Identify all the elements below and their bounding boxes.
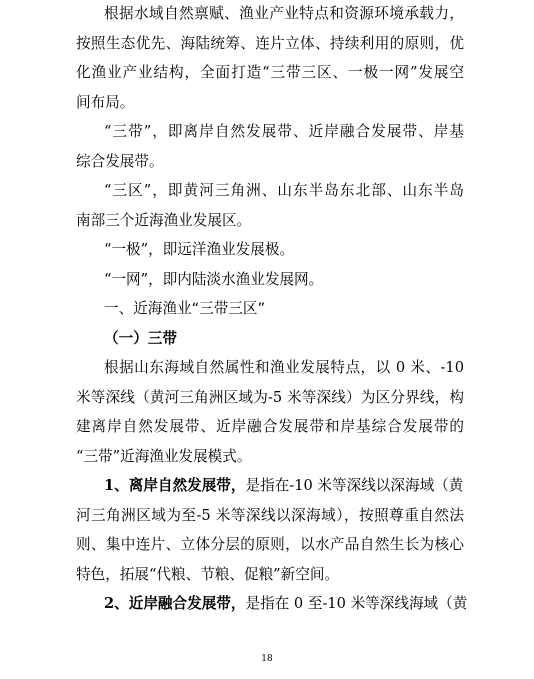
body-text-line: “三带”，即离岸自然发展带、近岸融合发展带、岸基 (104, 123, 464, 140)
list-item-first-line (104, 594, 468, 614)
list-item-first-line (104, 476, 464, 496)
item-term: 1、离岸自然发展带， (104, 477, 246, 494)
body-text-line: “三带”近海渔业发展模式。 (76, 448, 252, 465)
body-text-line: 南部三个近海渔业发展区。 (76, 212, 252, 229)
body-text-line: 按照生态优先、海陆统筹、连片立体、持续利用的原则，优 (76, 35, 464, 52)
body-text-line: 河三角洲区域为至-5 米等深线以深海域），按照尊重自然法 (76, 507, 464, 524)
body-text-line: 建离岸自然发展带、近岸融合发展带和岸基综合发展带的 (76, 418, 464, 435)
body-text-line: 综合发展带。 (76, 153, 164, 170)
item-text: 是指在-10 米等深线以深海域（黄 (245, 477, 464, 494)
body-text-line: 米等深线（黄河三角洲区域为-5 米等深线）为区分界线，构 (76, 389, 464, 406)
body-text-line: 根据水域自然禀赋、渔业产业特点和资源环境承载力， (104, 5, 464, 22)
body-text-line: “一网”，即内陆淡水渔业发展网。 (104, 271, 324, 288)
item-text: 是指在 0 至-10 米等深线海域（黄 (245, 595, 468, 612)
body-text-line: 则、集中连片、立体分层的原则，以水产品自然生长为核心 (76, 536, 464, 553)
body-text-line: “三区”，即黄河三角洲、山东半岛东北部、山东半岛 (104, 182, 464, 199)
item-term: 2、近岸融合发展带， (104, 595, 246, 612)
body-text-line: 化渔业产业结构，全面打造“三带三区、一极一网”发展空 (76, 64, 464, 81)
section-heading: 一、近海渔业“三带三区” (104, 300, 266, 317)
body-text-line: 间布局。 (76, 94, 135, 111)
body-text-line: 根据山东海域自然属性和渔业发展特点，以 0 米、-10 (104, 359, 464, 376)
body-text-line: 特色，拓展“代粮、节粮、促粮”新空间。 (76, 566, 340, 583)
body-text-line: “一极”，即远洋渔业发展极。 (104, 241, 295, 258)
subsection-heading: （一）三带 (104, 330, 177, 347)
page-number: 18 (261, 654, 273, 664)
